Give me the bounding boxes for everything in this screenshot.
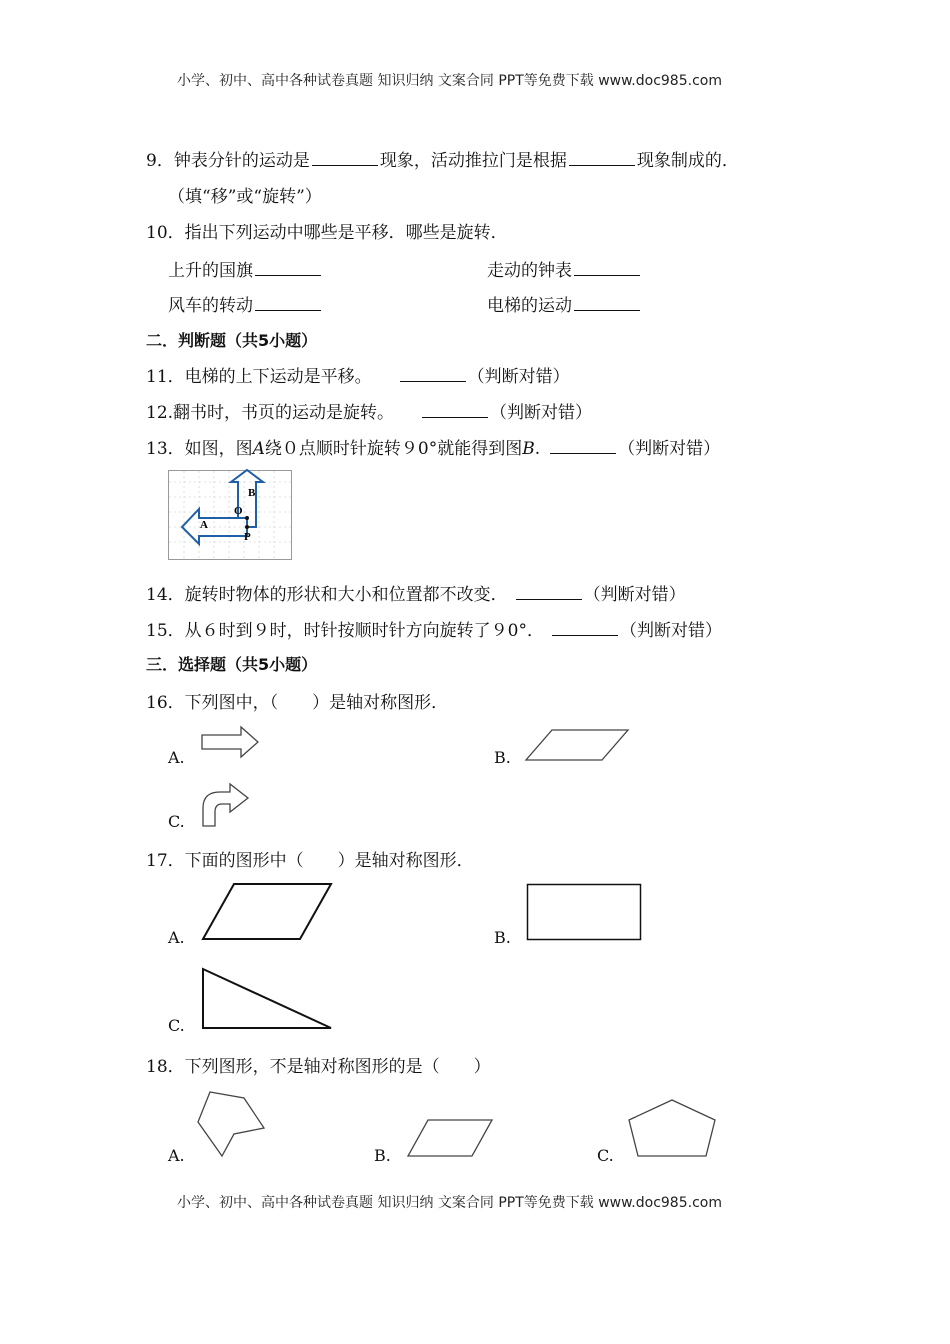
q13-blank[interactable] bbox=[550, 439, 616, 454]
question-18 bbox=[146, 1052, 491, 1077]
q10-item-label: 上升的国旗 bbox=[168, 261, 253, 281]
q13-var-b: B bbox=[522, 439, 535, 459]
q17-option-a[interactable]: A. bbox=[168, 928, 185, 947]
q10-item-label: 走动的钟表 bbox=[487, 261, 572, 281]
q18-option-b[interactable]: B. bbox=[374, 1146, 391, 1165]
q9-hint: （填“移”或“旋转”） bbox=[168, 187, 322, 207]
question-11 bbox=[146, 362, 570, 387]
question-14 bbox=[146, 580, 686, 605]
q10-item-label: 风车的转动 bbox=[168, 296, 253, 316]
q13-text-1: 如图，图 bbox=[184, 439, 253, 459]
q10-blank-4[interactable] bbox=[574, 296, 640, 311]
q18-number: 18． bbox=[146, 1057, 185, 1077]
page-header: 小学、初中、高中各种试卷真题 知识归纳 文案合同 PPT等免费下载 www.doc985.com bbox=[177, 73, 722, 89]
q13-point-o bbox=[245, 516, 249, 520]
q13-label-b: B bbox=[248, 487, 256, 499]
q18-text: 下列图形，不是轴对称图形的是（ ） bbox=[184, 1057, 491, 1077]
q13-label-a: A bbox=[200, 519, 208, 531]
q15-number: 15． bbox=[146, 621, 185, 641]
q11-blank[interactable] bbox=[400, 367, 466, 382]
q17-option-c[interactable]: C. bbox=[168, 1016, 185, 1035]
q10-blank-3[interactable] bbox=[255, 296, 321, 311]
q17-parallelogram-shape bbox=[200, 882, 334, 942]
q13-grid-figure bbox=[168, 470, 292, 560]
q15-text: 从６时到９时，时针按顺时针方向旋转了９0°． bbox=[184, 621, 544, 641]
q18-option-c[interactable]: C. bbox=[597, 1146, 614, 1165]
question-16 bbox=[146, 688, 448, 713]
q15-blank[interactable] bbox=[552, 621, 618, 636]
question-12 bbox=[146, 398, 592, 423]
q10-item-elevator bbox=[487, 291, 642, 316]
q13-judge: （判断对错） bbox=[618, 439, 721, 459]
q16-option-b[interactable]: B. bbox=[494, 748, 511, 767]
q15-judge: （判断对错） bbox=[619, 621, 722, 641]
q10-item-label: 电梯的运动 bbox=[487, 296, 572, 316]
section-title-judgement: 二．判断题（共5小题） bbox=[146, 331, 318, 350]
q12-blank[interactable] bbox=[422, 403, 488, 418]
q10-item-windmill bbox=[168, 291, 323, 316]
q13-text-2: 绕０点顺时针旋转９0°就能得到图 bbox=[264, 439, 523, 459]
q11-text: 电梯的上下运动是平移。 bbox=[184, 367, 372, 387]
q17-right-triangle-shape bbox=[200, 966, 334, 1030]
q16-text: 下列图中，（ ）是轴对称图形． bbox=[184, 693, 449, 713]
q13-label-p: P bbox=[244, 531, 251, 543]
q14-blank[interactable] bbox=[516, 585, 582, 600]
q9-text-1: 钟表分针的运动是 bbox=[173, 151, 310, 171]
q12-number: 12. bbox=[146, 403, 174, 423]
q9-blank-2[interactable] bbox=[569, 151, 635, 166]
q17-text: 下面的图形中（ ）是轴对称图形． bbox=[184, 851, 474, 871]
question-15 bbox=[146, 616, 722, 641]
q18-parallelogram-shape bbox=[406, 1118, 494, 1160]
q16-option-c[interactable]: C. bbox=[168, 812, 185, 831]
q13-point-p bbox=[245, 525, 249, 529]
q14-number: 14． bbox=[146, 585, 185, 605]
q10-blank-2[interactable] bbox=[574, 261, 640, 276]
q10-blank-1[interactable] bbox=[255, 261, 321, 276]
q10-item-flag bbox=[168, 256, 323, 281]
q10-item-clock bbox=[487, 256, 642, 281]
q10-number: 10． bbox=[146, 223, 185, 243]
q13-var-a: A bbox=[252, 439, 265, 459]
q13-label-o: O bbox=[234, 505, 243, 517]
q14-judge: （判断对错） bbox=[583, 585, 686, 605]
q16-parallelogram-shape bbox=[524, 728, 630, 762]
q16-number: 16． bbox=[146, 693, 185, 713]
question-10 bbox=[146, 218, 508, 243]
q9-number: 9． bbox=[146, 151, 174, 171]
q9-text-2: 现象，活动推拉门是根据 bbox=[379, 151, 567, 171]
q18-pentagon-shape bbox=[626, 1098, 718, 1160]
q9-text-3: 现象制成的． bbox=[636, 151, 739, 171]
q9-blank-1[interactable] bbox=[312, 151, 378, 166]
q11-judge: （判断对错） bbox=[467, 367, 570, 387]
question-13 bbox=[146, 434, 720, 459]
q17-option-b[interactable]: B. bbox=[494, 928, 511, 947]
q16-curved-arrow-shape bbox=[200, 782, 250, 828]
q13-number: 13． bbox=[146, 439, 185, 459]
question-9 bbox=[146, 146, 739, 171]
q13-dot: . bbox=[534, 439, 541, 459]
q17-rectangle-shape bbox=[526, 883, 642, 941]
q18-option-a[interactable]: A. bbox=[168, 1146, 185, 1165]
section-title-choice: 三．选择题（共5小题） bbox=[146, 655, 318, 674]
q10-text: 指出下列运动中哪些是平移．哪些是旋转． bbox=[184, 223, 508, 243]
q11-number: 11． bbox=[146, 367, 185, 387]
q18-irregular-shape bbox=[196, 1088, 268, 1160]
q12-judge: （判断对错） bbox=[490, 403, 593, 423]
q16-arrow-right-shape bbox=[201, 726, 259, 760]
page-footer: 小学、初中、高中各种试卷真题 知识归纳 文案合同 PPT等免费下载 www.doc985.com bbox=[177, 1195, 722, 1211]
question-17 bbox=[146, 846, 474, 871]
q12-text: 翻书时，书页的运动是旋转。 bbox=[173, 403, 395, 423]
q17-number: 17． bbox=[146, 851, 185, 871]
q14-text: 旋转时物体的形状和大小和位置都不改变． bbox=[184, 585, 508, 605]
q16-option-a[interactable]: A. bbox=[168, 748, 185, 767]
